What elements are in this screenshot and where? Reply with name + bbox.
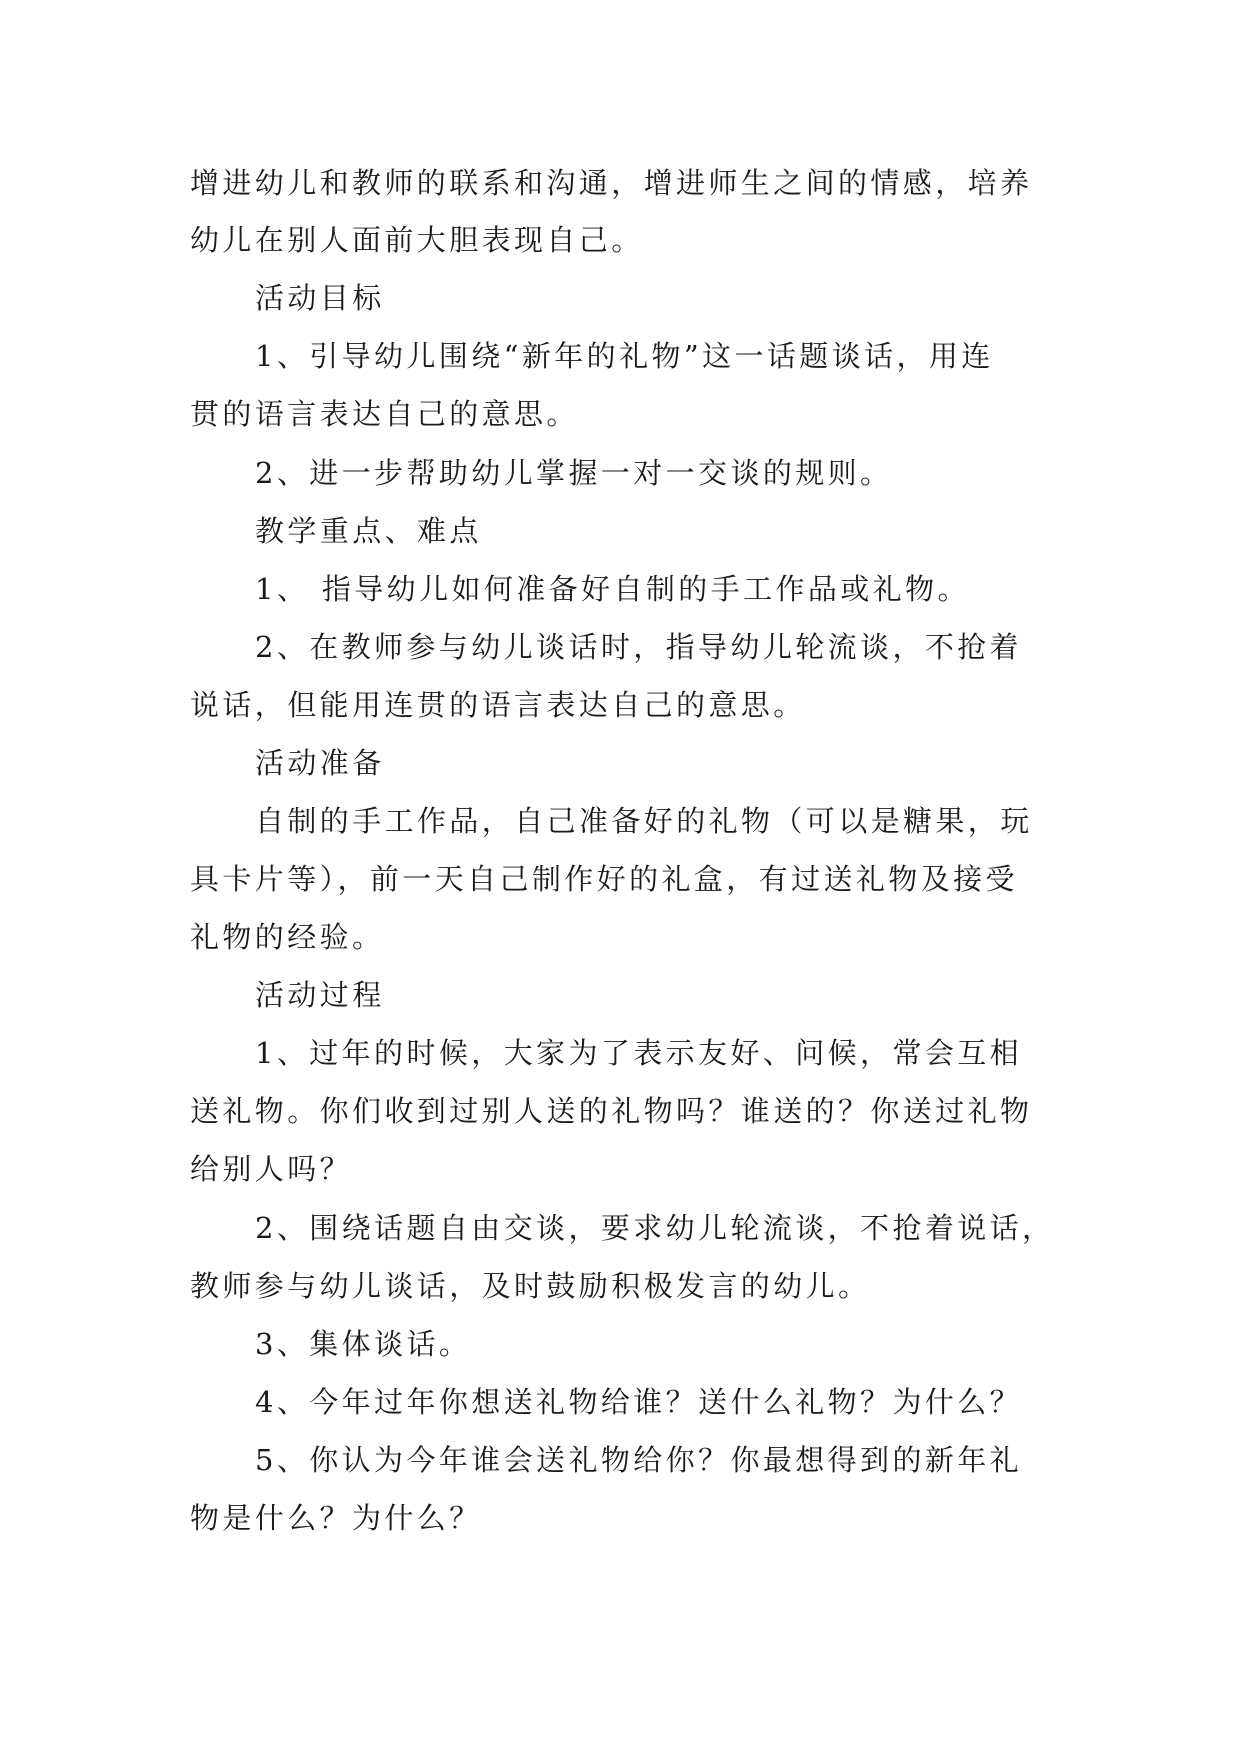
text-line: 教师参与幼儿谈话，及时鼓励积极发言的幼儿。 [190,1269,871,1303]
text-line: 2、围绕话题自由交谈，要求幼儿轮流谈，不抢着说话， [255,1211,1055,1245]
text-line: 1、过年的时候，大家为了表示友好、问候，常会互相 [255,1036,1023,1070]
text-line: 具卡片等），前一天自己制作好的礼盒，有过送礼物及接受 [190,862,1018,896]
text-line: 说话，但能用连贯的语言表达自己的意思。 [190,688,806,722]
text-line: 3、集体谈话。 [255,1327,472,1361]
text-line: 送礼物。你们收到过别人送的礼物吗？谁送的？你送过礼物 [190,1094,1033,1128]
text-line: 2、在教师参与幼儿谈话时，指导幼儿轮流谈，不抢着 [255,630,1023,664]
text-line: 1、 指导幼儿如何准备好自制的手工作品或礼物。 [255,572,970,606]
text-line: 礼物的经验。 [190,920,385,954]
text-line: 1、引导幼儿围绕“新年的礼物”这一话题谈话，用连 [255,339,994,373]
text-line: 2、进一步帮助幼儿掌握一对一交谈的规则。 [255,456,893,490]
text-line: 物是什么？为什么？ [190,1501,482,1535]
text-line: 给别人吗？ [190,1152,353,1186]
section-heading-key-points: 教学重点、难点 [255,514,482,548]
text-line: 贯的语言表达自己的意思。 [190,397,579,431]
section-heading-goals: 活动目标 [255,281,385,315]
text-line: 4、今年过年你想送礼物给谁？送什么礼物？为什么？ [255,1385,1023,1419]
text-line: 增进幼儿和教师的联系和沟通，增进师生之间的情感，培养 [190,166,1033,200]
text-line: 自制的手工作品，自己准备好的礼物（可以是糖果，玩 [255,804,1033,838]
text-line: 5、你认为今年谁会送礼物给你？你最想得到的新年礼 [255,1443,1023,1477]
section-heading-process: 活动过程 [255,978,385,1012]
section-heading-preparation: 活动准备 [255,746,385,780]
text-line: 幼儿在别人面前大胆表现自己。 [190,223,644,257]
